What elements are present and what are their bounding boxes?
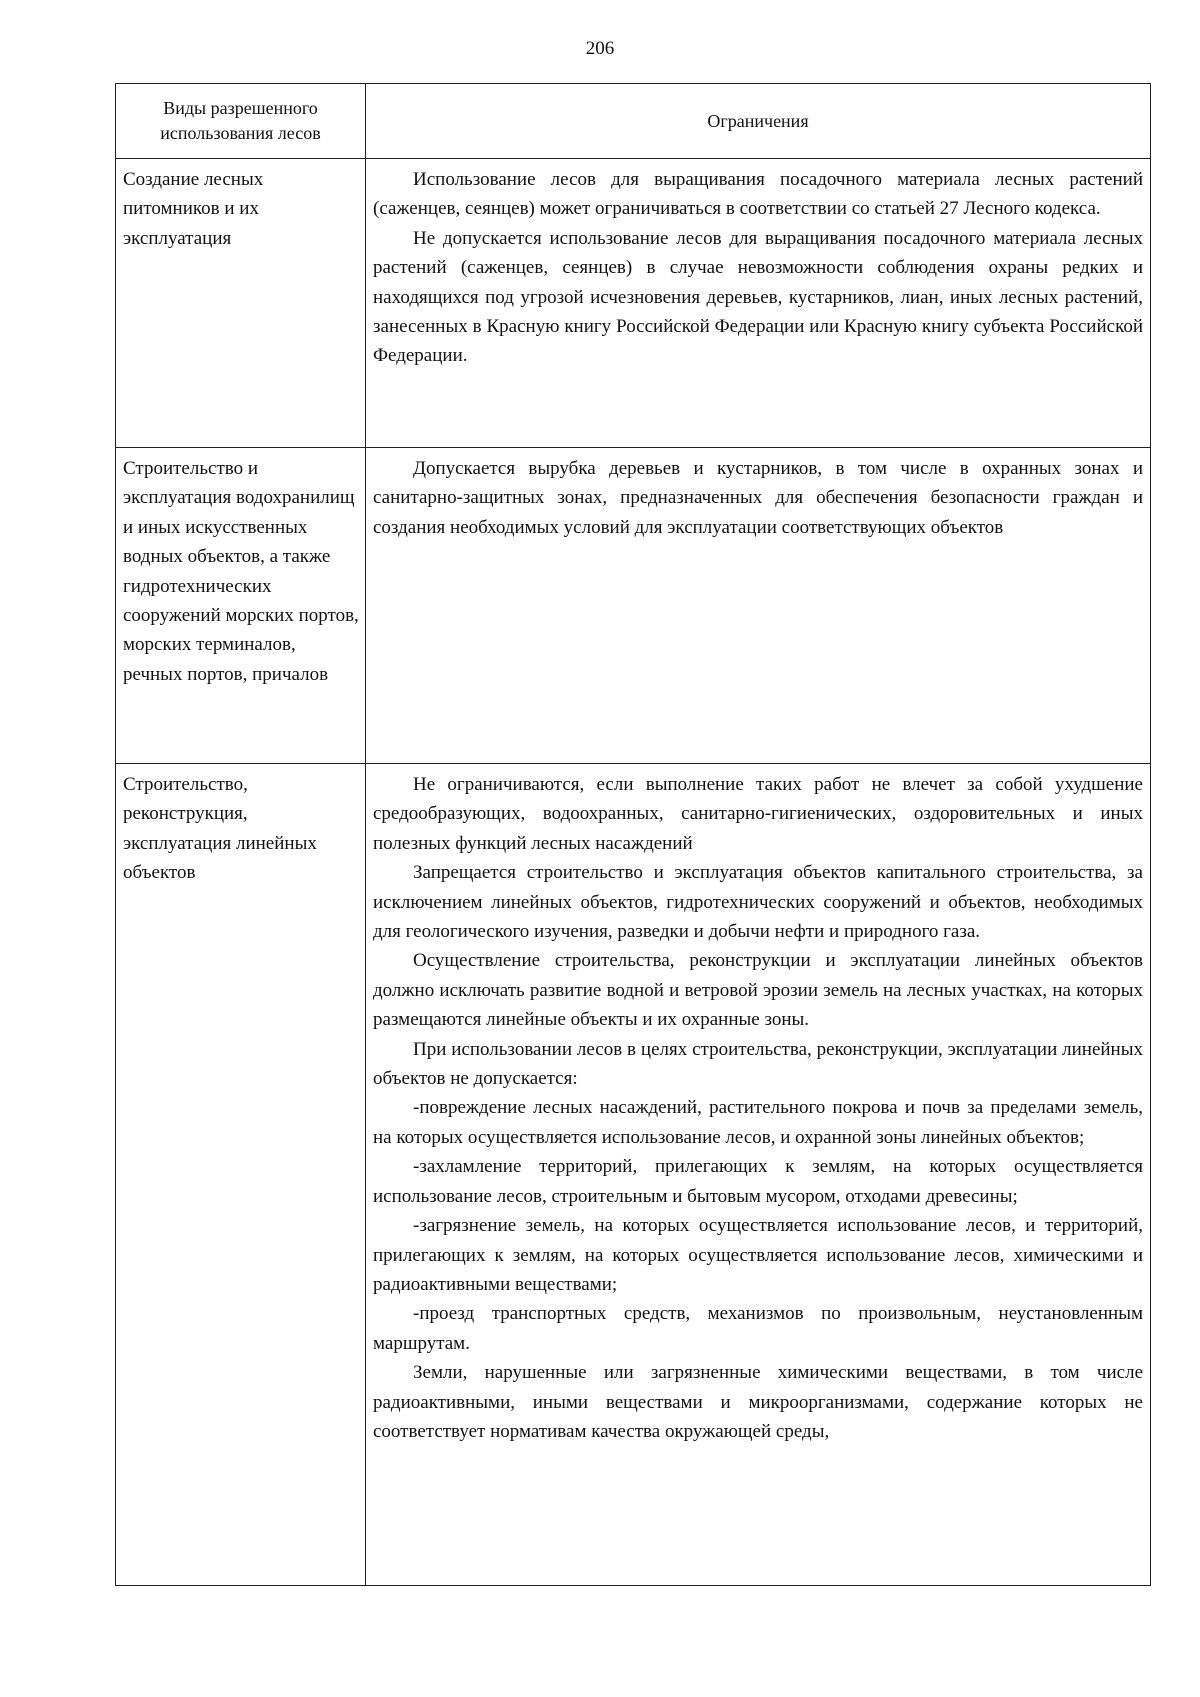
restriction-paragraph: Осуществление строительства, реконструкции и эксплуатации линейных объектов должно исключать развитие водной и ветровой эрозии земель на лесных участках, на которых размещаются линейные объекты и их охранные зоны. [373, 950, 1143, 1031]
page-number: 206 [585, 38, 615, 59]
restriction-paragraph: -загрязнение земель, на которых осуществляется использование лесов, и территорий, прилегающих к землям, на которых осуществляется использование лесов, химическими и радиоактивными веществами; [373, 1215, 1143, 1295]
restriction-paragraph: Не ограничиваются, если выполнение таких работ не влечет за собой ухудшение средообразующих, водоохранных, санитарно-гигиенических, оздоровительных и иных полезных функций лесных насаждений [373, 774, 1143, 854]
restriction-paragraph: -проезд транспортных средств, механизмов по произвольным, неустановленным маршрутам. [373, 1303, 1143, 1354]
restriction-paragraph: -повреждение лесных насаждений, растительного покрова и почв за пределами земель, на которых осуществляется использование лесов, и охранной зоны линейных объектов; [373, 1097, 1143, 1148]
restriction-paragraph: Не допускается использование лесов для выращивания посадочного материала лесных растений (саженцев, сеянцев) в случае невозможности соблюдения охраны редких и находящихся под угрозой исчезновения деревьев, кустарников, лиан, иных лесных растений, занесенных в Красную книгу Российской Федерации или Красную книгу субъекта Российской Федерации. [373, 227, 1143, 367]
row-kind-of-use: Строительство, реконструкция, эксплуатация линейных объектов [116, 764, 366, 1586]
header-kind-of-use: Виды разрешенного использования лесов [116, 84, 366, 159]
table-row [116, 159, 1151, 448]
table-row [116, 764, 1151, 1586]
table-row [116, 448, 1151, 764]
restriction-paragraph: Земли, нарушенные или загрязненные химическими веществами, в том числе радиоактивными, иными веществами и микроорганизмами, содержание которых не соответствует нормативам качества окружающей среды, [373, 1362, 1143, 1442]
restriction-paragraph: -захламление территорий, прилегающих к землям, на которых осуществляется использование лесов, строительным и бытовым мусором, отходами древесины; [373, 1156, 1143, 1207]
restriction-paragraph: Запрещается строительство и эксплуатация объектов капитального строительства, за исключением линейных объектов, гидротехнических сооружений и объектов, необходимых для геологического изучения, разведки и добычи нефти и природного газа. [373, 862, 1143, 943]
restriction-paragraph: Допускается вырубка деревьев и кустарников, в том числе в охранных зонах и санитарно-защитных зонах, предназначенных для обеспечения безопасности граждан и создания необходимых условий для эксплуатации соответствующих объектов [373, 458, 1143, 538]
row-restrictions [366, 159, 1151, 448]
restriction-paragraph: Использование лесов для выращивания посадочного материала лесных растений (саженцев, сеянцев) может ограничиваться в соответствии со статьей 27 Лесного кодекса. [373, 169, 1143, 220]
row-kind-of-use: Строительство и эксплуатация водохранилищ и иных искусственных водных объектов, а также гидротехнических сооружений морских портов, морских терминалов, речных портов, причалов [116, 448, 366, 764]
restrictions-table [115, 83, 1151, 1586]
header-restrictions: Ограничения [366, 84, 1151, 159]
row-restrictions [366, 448, 1151, 764]
restriction-paragraph: При использовании лесов в целях строительства, реконструкции, эксплуатации линейных объектов не допускается: [373, 1038, 1143, 1090]
table-header-row [116, 84, 1151, 159]
row-kind-of-use: Создание лесных питомников и их эксплуатация [116, 159, 366, 448]
row-restrictions [366, 764, 1151, 1586]
